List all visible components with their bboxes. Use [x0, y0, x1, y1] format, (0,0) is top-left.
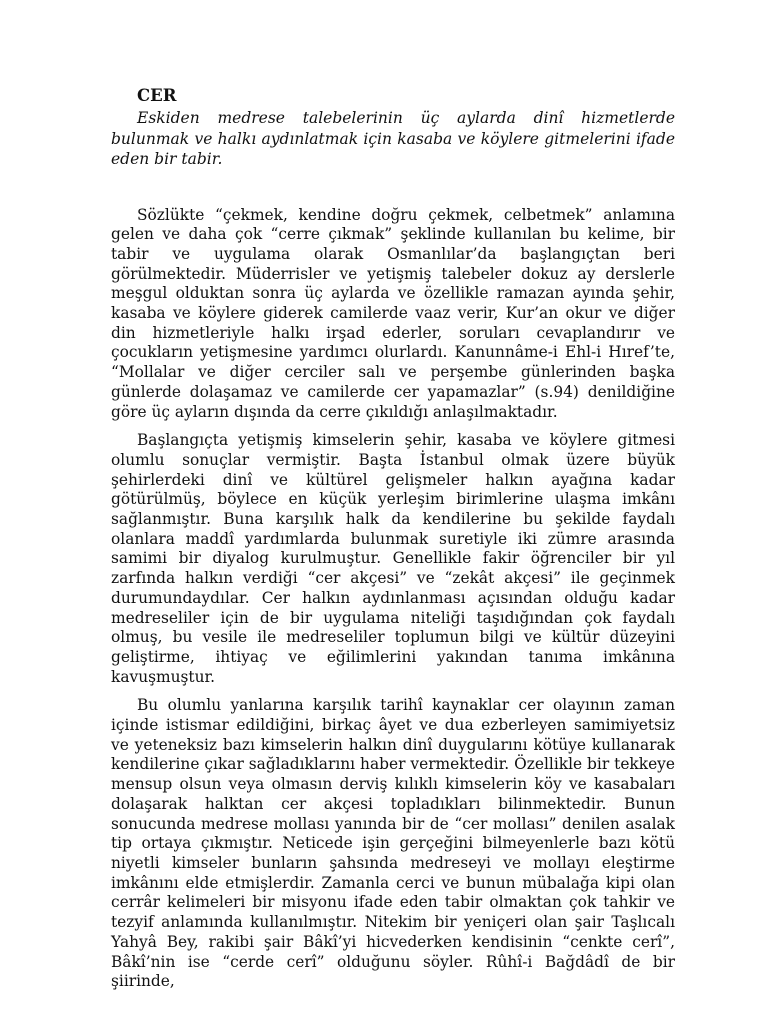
paragraph-3: Bu olumlu yanlarına karşılık tarihî kaynaklar cer olayının zaman içinde istismar edildiğini, birkaç âyet ve dua ezberleyen samimiyetsiz ve yeteneksiz bazı kimselerin halkın dinî duygularını kötüye kullanarak kendilerine çıkar sağladıklarını haber vermektedir. Özellikle bir tekkeye mensup olsun veya olmasın derviş kılıklı kimselerin köy ve kasabaları dolaşarak halktan cer akçesi topladıkları bilinmektedir. Bunun sonucunda medrese mollası yanında bir de “cer mollası” denilen asalak tip ortaya çıkmıştır. Neticede işin gerçeğini bilmeyenlerle bazı kötü niyetli kimseler bunların şahsında medreseyi ve mollayı eleştirme imkânını elde etmişlerdir. Zamanla cerci ve bunun mübalağa kipi olan cerrâr kelimeleri bir misyonu ifade eden tabir olmaktan çok tahkir ve tezyif anlamında kullanılmıştır. Nitekim bir yeniçeri olan şair Taşlıcalı Yahyâ Bey, rakibi şair Bâkî’yi hicvederken kendisinin “cenkte cerî”, Bâkî’nin ise “cerde cerî” olduğunu söyler. Rûhî-i Bağdâdî de bir şiirinde, [111, 696, 675, 991]
section-spacer [111, 170, 675, 206]
article-title: CER [137, 86, 177, 105]
article-body [111, 86, 675, 1001]
paragraph-1: Sözlükte “çekmek, kendine doğru çekmek, celbetmek” anlamına gelen ve daha çok “cerre çıkmak” şeklinde kullanılan bu kelime, bir tabir ve uygulama olarak Osmanlılar’da başlangıçtan beri görülmektedir. Müderrisler ve yetişmiş talebeler dokuz ay derslerle meşgul olduktan sonra üç aylarda ve özellikle ramazan ayında şehir, kasaba ve köylere giderek camilerde vaaz verir, Kur’an okur ve diğer din hizmetleriyle halkı irşad ederler, soruları cevaplandırır ve çocukların yetişmesine yardımcı olurlardı. Kanunnâme-i Ehl-i Hıref’te, “Mollalar ve diğer cerciler salı ve perşembe günlerinden başka günlerde dolaşamaz ve camilerde cer yapamazlar” (s.94) denildiğine göre üç ayların dışında da cerre çıkıldığı anlaşılmaktadır. [111, 205, 675, 421]
paragraph-2: Başlangıçta yetişmiş kimselerin şehir, kasaba ve köylere gitmesi olumlu sonuçlar vermiştir. Başta İstanbul olmak üzere büyük şehirlerdeki dinî ve kültürel gelişmeler halkın ayağına kadar götürülmüş, böylece en küçük yerleşim birimlerine ulaşma imkânı sağlanmıştır. Buna karşılık halk da kendilerine bu şekilde faydalı olanlara maddî yardımlarda bulunmak suretiyle iki zümre arasında samimi bir diyalog kurulmuştur. Genellikle fakir öğrenciler bir yıl zarfında halkın verdiği “cer akçesi” ve “zekât akçesi” ile geçinmek durumundaydılar. Cer halkın aydınlanması açısından olduğu kadar medreseliler için de bir uygulama niteliği taşıdığından çok faydalı olmuş, bu vesile ile medreseliler toplumun bilgi ve kültür düzeyini geliştirme, ihtiyaç ve eğilimlerini yakından tanıma imkânına kavuşmuştur. [111, 431, 675, 686]
article-abstract: Eskiden medrese talebelerinin üç aylarda dinî hizmetlerde bulunmak ve halkı aydınlatmak için kasaba ve köylere gitmelerini ifade eden bir tabir. [111, 109, 675, 168]
